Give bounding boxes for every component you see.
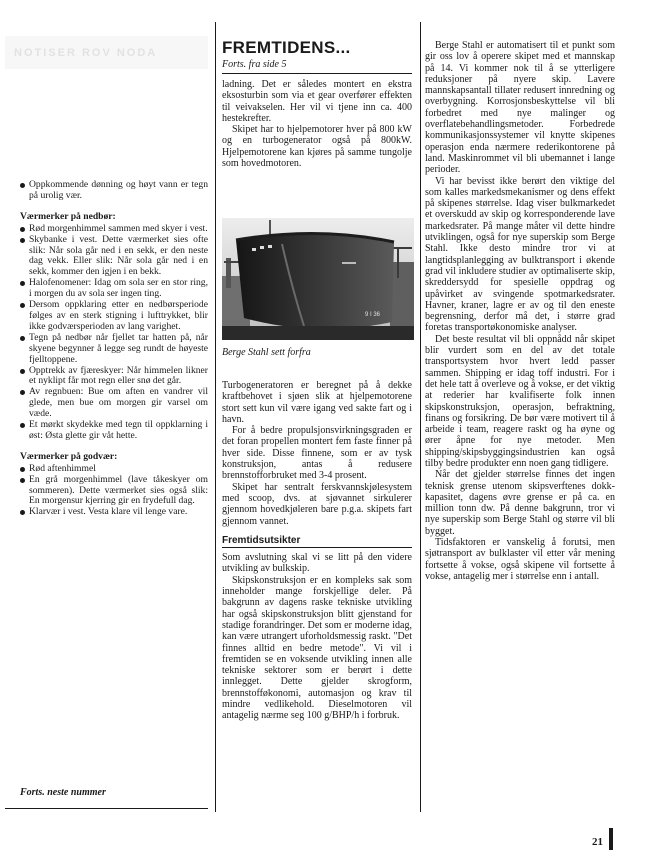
list-item: Rød morgenhimmel sammen med skyer i vest. bbox=[20, 224, 208, 235]
paragraph: Skipet har to hjelpemotorer hver på 800 kW og en turbogenerator også på 800kW. Hjelpemotorene kan kjøres på samme tungolje som hovedmotoren. bbox=[222, 124, 412, 170]
paragraph: Når det gjelder størrelse finnes det ingen teknisk grense utenom skipsverftenes dokk-kapasitet, dagens øvre grense er på ca. en million tonn dw. På denne bakgrunn, tror vi nye superskip som Berge Stahl og større vil bli bygget. bbox=[425, 469, 615, 537]
paragraph: Skipet har sentralt ferskvannskjølesystem med scoop, dvs. at sjøvannet sirkulerer gjennom hovedkjøleren bare p.g.a. skipets fart gjennom vannet. bbox=[222, 481, 412, 527]
list-item: Klarvær i vest. Vesta klare vil lenge vare. bbox=[20, 507, 208, 518]
article-title: FREMTIDENS... bbox=[222, 38, 351, 57]
page-number: 21 bbox=[592, 836, 603, 848]
top-list bbox=[20, 180, 208, 202]
hull-marking: 9 I 36 bbox=[365, 312, 381, 318]
paragraph: Som avslutning skal vi se litt på den videre utvikling av bulkskip. bbox=[222, 552, 412, 575]
list-item: Et mørkt skydekke med tegn til oppklarning i øst: Østa glette gir våt hette. bbox=[20, 420, 208, 442]
list-item: Dersom oppklaring etter en nedbørsperiode følges av en sterk stigning i lufttrykket, blir ikke godværsperioden av lang varighet. bbox=[20, 300, 208, 333]
title-rule bbox=[222, 73, 412, 74]
fair-heading: Værmerker på godvær: bbox=[20, 450, 118, 462]
section-subhead: Fremtidsutsikter bbox=[222, 535, 412, 548]
faded-title: NOTISER ROV NODA bbox=[14, 47, 158, 59]
page-number-bar bbox=[609, 828, 613, 850]
continued-note: Forts. neste nummer bbox=[20, 787, 106, 798]
paragraph: Turbogeneratoren er beregnet på å dekke kraftbehovet i sjøen slik at hjelpemotorene stort sett kun vil være igang ved sakte fart og i havn. bbox=[222, 380, 412, 425]
ship-photo bbox=[222, 218, 414, 340]
fair-list bbox=[20, 464, 208, 519]
list-item: Halofenomener: Idag om sola ser en stor ring, i morgen du av sola ser ingen ting. bbox=[20, 278, 208, 300]
left-footer-rule bbox=[5, 808, 208, 809]
right-column-text bbox=[425, 40, 615, 582]
list-item: Rød aftenhimmel bbox=[20, 464, 208, 475]
rain-list bbox=[20, 224, 208, 442]
list-item: En grå morgenhimmel (lave tåkeskyer om sommeren). Dette værmerket sies også slik: En morgensur kjerring gir en frydefull dag. bbox=[20, 475, 208, 508]
left-column bbox=[20, 180, 208, 518]
list-item: Oppkommende dønning og høyt vann er tegn på urolig vær. bbox=[20, 180, 208, 202]
paragraph: Vi har bevisst ikke berørt den viktige del som kalles markedsmekanismer og dens effekt på skipenes størrelse. Idag viser bulkmarkedet et overskudd av skip og korresponderende lave markedsrater. På mange måter vil dette hindre utviklingen, også for nye superskip som Berge Stahl. Ikke desto mindre tror vi at langtidsplanlegging av bulktransport i økende grad vil inkludere studier av optimaliserte skip, skreddersydd for spesielle oppdrag og upåvirket av svingende spotmarkedsrater. Havner, kraner, lagre er av og til den eneste begrensning, derfor må det, i større grad foretas transportøkonomiske analyser. bbox=[425, 175, 615, 334]
column-rule-left bbox=[215, 22, 216, 812]
paragraph: Tidsfaktoren er vanskelig å forutsi, men sjøtransport av bulklaster vil etter vår mening fortsette å vokse, også skipene vil fortsette å vokse, antagelig mer i størrelse enn i antall. bbox=[425, 537, 615, 582]
middle-lower-text bbox=[222, 380, 412, 722]
article-header bbox=[222, 38, 412, 70]
rain-heading: Værmerker på nedbør: bbox=[20, 210, 116, 222]
list-item: Av regnbuen: Bue om aften en vandrer vil glede, men bue om morgen gir varsel om væde. bbox=[20, 387, 208, 420]
list-item: Opptrekk av fjæreskyer: Når himmelen likner et nyklipt får mot regn eller snø det går. bbox=[20, 366, 208, 388]
paragraph: Berge Stahl er automatisert til et punkt som gir oss lov å operere skipet med et mannskap på 14. Vi kommer nok til å se ytterligere reduksjoner på nyere skip. Lavere mannskapsantall tillater redusert innredning og overbygning. Korrosjonsbeskyttelse vil bli forbedret med nye malinger og overflatebehandlingsmetoder. Forbedrede kommunikasjonssystemer vil knytte skipenes operasjon enda nærmere rederikontorene på land. Maskinrommet vil bli ubemannet i lange perioder. bbox=[425, 40, 615, 176]
article-subtitle: Forts. fra side 5 bbox=[222, 59, 287, 70]
column-rule-right bbox=[420, 22, 421, 812]
paragraph: ladning. Det er således montert en ekstra eksosturbin som via et gear overfører effekten til veivakselen. Her vil vi tjene inn ca. 400 hestekrefter. bbox=[222, 79, 412, 124]
photo-caption: Berge Stahl sett forfra bbox=[222, 347, 311, 358]
paragraph: For å bedre propulsjonsvirkningsgraden er det foran propellen montert fem faste finner på hver side. Disse finnene, som er av tysk konstruksjon, antas å redusere brennstofforbruket med 3-4 prosent. bbox=[222, 425, 412, 482]
paragraph: Det beste resultat vil bli oppnådd når skipet blir vurdert som en del av det totale transportsystem hvor hvert ledd passer sammen. Shipping er idag toff industri. For i det hele tatt å overleve og å vokse, er det viktig at rederier har kvalifiserte folk innen skipskonstruksjon, operasjon, befraktning, finans og forsikring. De bør være motivert til å arbeide i team, reagere raskt og ha øyne og ører åpne for nye metoder. Men shipping/skipsbyggingsindustrien kan også tilby bedre produkter enn noen gang tidligere. bbox=[425, 333, 615, 469]
list-item: Tegn på nedbør når fjellet tar hatten på, når skyene begynner å legge seg rundt de høyeste fjelltoppene. bbox=[20, 333, 208, 366]
paragraph: Skipskonstruksjon er en kompleks sak som inneholder mange forskjellige deler. På bakgrunn av dagens raske tekniske utvikling har også skipskonstruksjon blitt gjenstand for stadige forandringer. Det som er moderne idag, kan være utrangert uforholdsmessig raskt. "Det finnes alltid en bedre metode". Vi vil i fremtiden se en voksende utvikling innen alle tekniske sektorer som er berørt i dette innlegget. Dette gjelder skrogform, brennstofføkonomi, automasjon og krav til mindre vedlikehold. Dieselmotoren vil antagelig nærme seg 100 g/BHP/h i forbruk. bbox=[222, 574, 412, 722]
list-item: Skybanke i vest. Dette værmerket sies ofte slik: Når sola går ned i en sekk, er den neste dag vekk. Eller slik: Når sola går ned i en sekk, kommer den igjen i en bekk. bbox=[20, 235, 208, 279]
middle-upper-text bbox=[222, 79, 412, 169]
